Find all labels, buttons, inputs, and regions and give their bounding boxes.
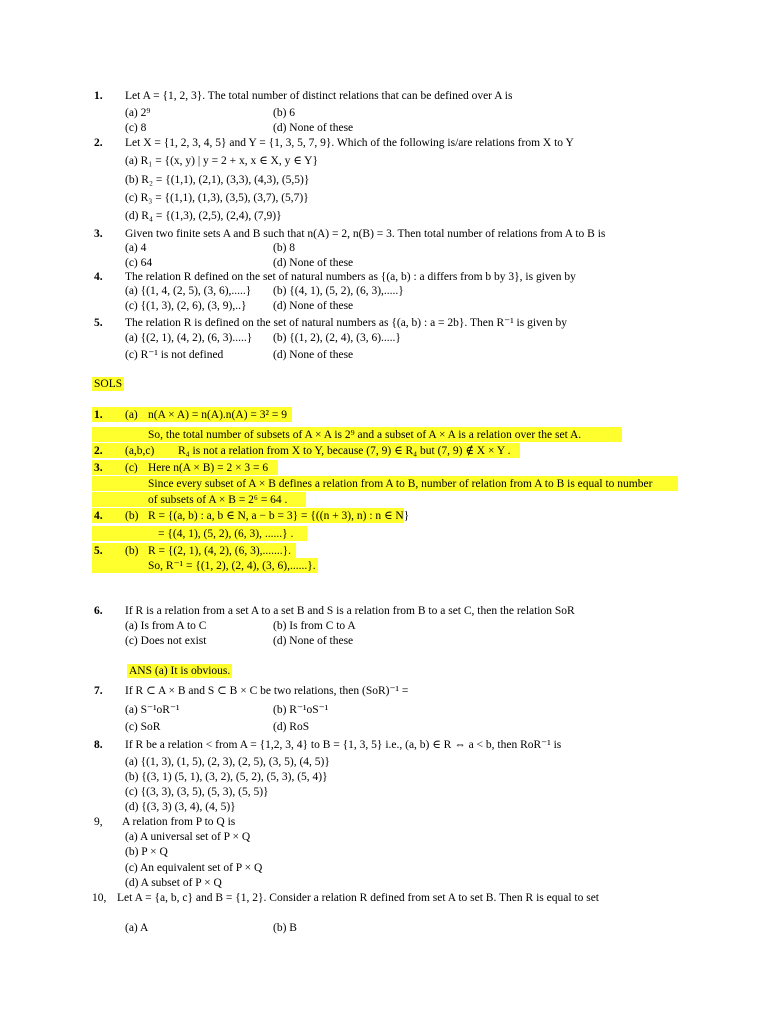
sol3-continuation-2: of subsets of A × B = 2⁶ = 64 .	[148, 494, 288, 506]
q7-option-b: (b) R⁻¹oS⁻¹	[273, 704, 329, 716]
q3-number: 3.	[94, 228, 103, 240]
sol2-text: R₄ is not a relation from X to Y, because (7, 9) ∈ R₄ but (7, 9) ∉ X × Y .	[178, 445, 511, 457]
q7-text: If R ⊂ A × B and S ⊂ B × C be two relations, then (SoR)⁻¹ =	[125, 685, 409, 697]
q2-number: 2.	[94, 137, 103, 149]
q2-text: Let X = {1, 2, 3, 4, 5} and Y = {1, 3, 5, 7, 9}. Which of the following is/are relations from X to Y	[125, 137, 574, 149]
q2-option-c: (c) R₃ = {(1,1), (1,3), (3,5), (3,7), (5,7)}	[125, 192, 309, 204]
q1-number: 1.	[94, 90, 103, 102]
sol5-text: R = {(2, 1), (4, 2), (6, 3),.......}.	[148, 545, 292, 557]
q10-option-a: (a) A	[125, 922, 149, 934]
sol2-number: 2.	[94, 445, 103, 457]
sol3-number: 3.	[94, 462, 103, 474]
sol5-continuation: So, R⁻¹ = {(1, 2), (2, 4), (3, 6),......}.	[148, 560, 316, 572]
q6-option-d: (d) None of these	[273, 635, 354, 647]
sol4-text: R = {(a, b) : a, b ∈ N, a − b = 3} = {((n + 3), n) : n ∈ N}	[148, 510, 410, 522]
q5-option-c: (c) R⁻¹ is not defined	[125, 349, 224, 361]
q2-option-b: (b) R₂ = {(1,1), (2,1), (3,3), (4,3), (5,5)}	[125, 174, 310, 186]
q4-option-d: (d) None of these	[273, 300, 354, 312]
q6-option-c: (c) Does not exist	[125, 635, 207, 647]
q9-option-b: (b) P × Q	[125, 846, 168, 858]
q5-number: 5.	[94, 317, 103, 329]
sol1-answer: (a)	[125, 409, 138, 421]
q3-option-a: (a) 4	[125, 242, 147, 254]
q4-option-b: (b) {(4, 1), (5, 2), (6, 3),.....}	[273, 285, 404, 297]
q5-option-a: (a) {(2, 1), (4, 2), (6, 3).....}	[125, 332, 253, 344]
q9-option-a: (a) A universal set of P × Q	[125, 831, 251, 843]
q8-text: If R be a relation < from A = {1,2, 3, 4} to B = {1, 3, 5} i.e., (a, b) ∈ R ⇔ a < b, then RoR⁻¹ is	[125, 739, 562, 751]
q2-option-d: (d) R₄ = {(1,3), (2,5), (2,4), (7,9)}	[125, 210, 282, 222]
q6-option-b: (b) Is from C to A	[273, 620, 356, 632]
sol1-text: n(A × A) = n(A).n(A) = 3² = 9	[148, 409, 287, 421]
sol1-number: 1.	[94, 409, 103, 421]
q6-answer: ANS (a) It is obvious.	[129, 665, 231, 677]
q4-option-c: (c) {(1, 3), (2, 6), (3, 9),..}	[125, 300, 247, 312]
q6-number: 6.	[94, 605, 103, 617]
q7-option-a: (a) S⁻¹oR⁻¹	[125, 704, 180, 716]
q6-option-a: (a) Is from A to C	[125, 620, 207, 632]
q5-option-d: (d) None of these	[273, 349, 354, 361]
q1-text: Let A = {1, 2, 3}. The total number of distinct relations that can be defined over A is	[125, 90, 513, 102]
sol4-number: 4.	[94, 510, 103, 522]
sol3-answer: (c)	[125, 462, 138, 474]
q3-text: Given two finite sets A and B such that n(A) = 2, n(B) = 3. Then total number of relations from A to B is	[125, 228, 606, 240]
sol3-continuation-1: Since every subset of A × B defines a relation from A to B, number of relation from A to B is equal to number	[148, 478, 653, 490]
q8-option-b: (b) {(3, 1) (5, 1), (3, 2), (5, 2), (5, 3), (5, 4)}	[125, 771, 328, 783]
q8-number: 8.	[94, 739, 103, 751]
sol1-continuation: So, the total number of subsets of A × A is 2⁹ and a subset of A × A is a relation over the set A.	[148, 429, 582, 441]
q3-option-c: (c) 64	[125, 257, 153, 269]
q7-option-d: (d) RoS	[273, 721, 310, 733]
q8-option-c: (c) {(3, 3), (3, 5), (5, 3), (5, 5)}	[125, 786, 269, 798]
q10-text: Let A = {a, b, c} and B = {1, 2}. Consider a relation R defined from set A to set B. Then R is equal to set	[117, 892, 599, 904]
sol4-continuation: = {(4, 1), (5, 2), (6, 3), ......} .	[158, 528, 294, 540]
q9-option-c: (c) An equivalent set of P × Q	[125, 862, 263, 874]
q1-option-c: (c) 8	[125, 122, 147, 134]
sol2-answer: (a,b,c)	[125, 445, 155, 457]
q8-option-a: (a) {(1, 3), (1, 5), (2, 3), (2, 5), (3, 5), (4, 5)}	[125, 756, 330, 768]
q1-option-d: (d) None of these	[273, 122, 354, 134]
solutions-heading: SOLS	[94, 378, 123, 390]
q9-option-d: (d) A subset of P × Q	[125, 877, 222, 889]
q4-option-a: (a) {(1, 4, (2, 5), (3, 6),.....}	[125, 285, 252, 297]
q6-text: If R is a relation from a set A to a set B and S is a relation from B to a set C, then the relation SoR	[125, 605, 575, 617]
sol4-answer: (b)	[125, 510, 139, 522]
q1-option-b: (b) 6	[273, 107, 296, 119]
q9-text: A relation from P to Q is	[122, 816, 236, 828]
q5-option-b: (b) {(1, 2), (2, 4), (3, 6).....}	[273, 332, 401, 344]
q1-option-a: (a) 2⁹	[125, 107, 151, 119]
q7-option-c: (c) SoR	[125, 721, 161, 733]
q5-text: The relation R is defined on the set of natural numbers as {(a, b) : a = 2b}. Then R⁻¹ is given by	[125, 317, 568, 329]
sol5-number: 5.	[94, 545, 103, 557]
q4-text: The relation R defined on the set of natural numbers as {(a, b) : a differs from b by 3}, is given by	[125, 271, 576, 283]
q3-option-b: (b) 8	[273, 242, 296, 254]
q9-number: 9,	[94, 816, 103, 828]
q10-number: 10,	[92, 892, 107, 904]
q2-option-a: (a) R₁ = {(x, y) | y = 2 + x, x ∈ X, y ∈ Y}	[125, 155, 318, 167]
sol3-text: Here n(A × B) = 2 × 3 = 6	[148, 462, 269, 474]
q3-option-d: (d) None of these	[273, 257, 354, 269]
sol5-answer: (b)	[125, 545, 139, 557]
q7-number: 7.	[94, 685, 103, 697]
q4-number: 4.	[94, 271, 103, 283]
q10-option-b: (b) B	[273, 922, 297, 934]
q8-option-d: (d) {(3, 3) (3, 4), (4, 5)}	[125, 801, 236, 813]
